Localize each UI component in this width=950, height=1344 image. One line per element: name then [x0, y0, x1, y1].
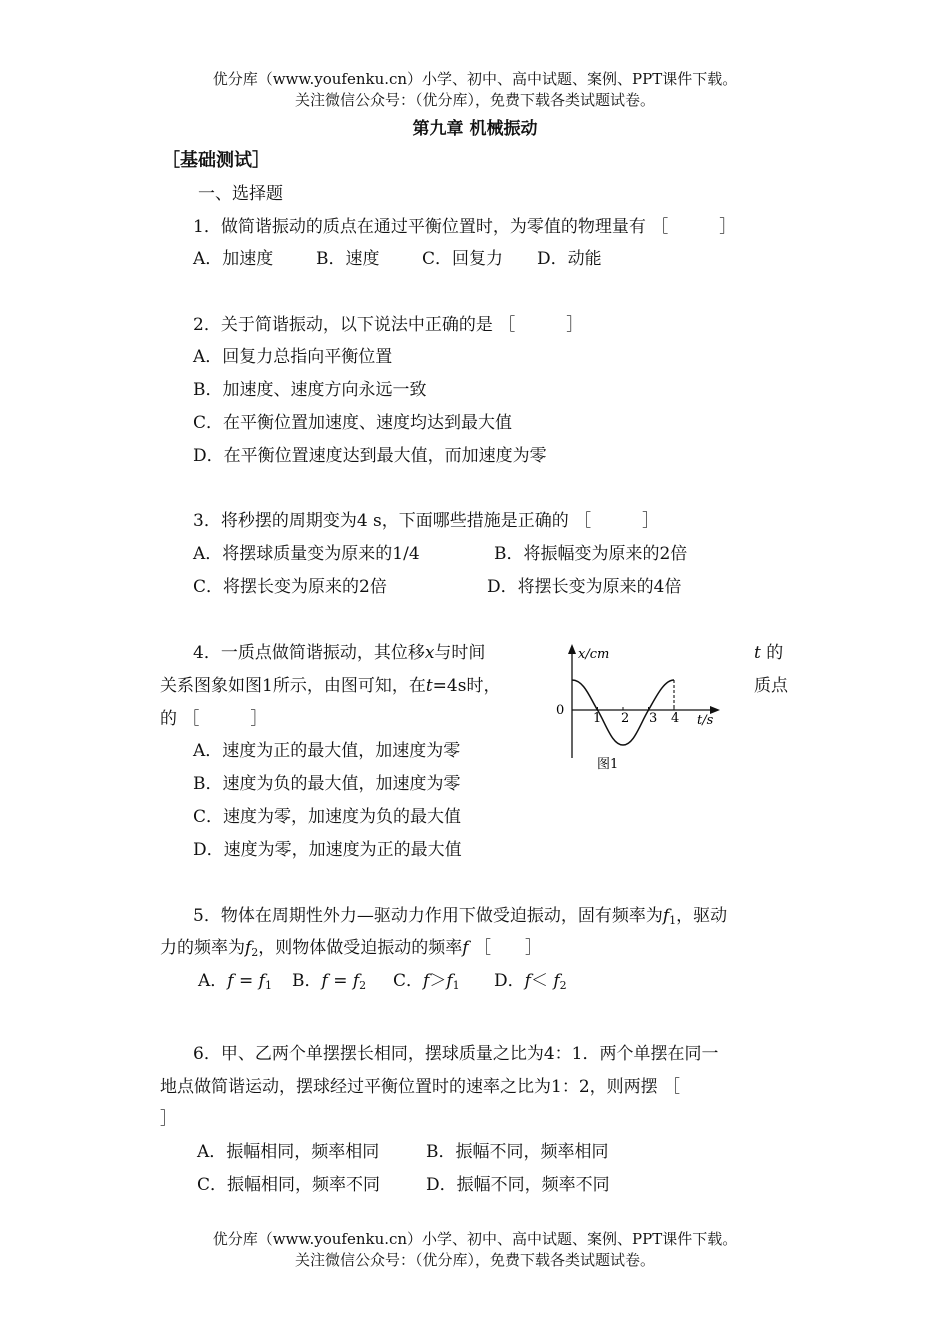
figure-1-graph	[548, 640, 728, 780]
x-tick-label-3: 3	[649, 711, 658, 726]
q4-line-3: 的 ［ ］	[160, 709, 268, 729]
header-line-1: 优分库（www.youfenku.cn）小学、初中、高中试题、案例、PPT课件下载。	[212, 70, 738, 88]
q1-option-c: C．回复力	[422, 249, 504, 269]
q5-option-d: D．$f< f_2$	[494, 971, 567, 992]
q3-option-a: A．将摆球质量变为原来的1/4	[193, 544, 420, 564]
q6-option-c: C．振幅相同，频率不同	[197, 1175, 381, 1195]
footer-line-2: 关注微信公众号：（优分库），免费下载各类试题试卷。	[294, 1251, 655, 1269]
section-title: ［基础测试］	[162, 150, 270, 171]
q2-option-c: C．在平衡位置加速度、速度均达到最大值	[193, 413, 513, 433]
q4-line-1-end: t 的	[754, 643, 784, 663]
q5-line-1: 5．物体在周期性外力—驱动力作用下做受迫振动，固有频率为$f_1$，驱动	[193, 906, 728, 927]
q6-line-1: 6．甲、乙两个单摆摆长相同，摆球质量之比为4：1．两个单摆在同一	[193, 1044, 719, 1064]
origin-label: 0	[556, 703, 565, 718]
part-title: 一、选择题	[198, 184, 283, 204]
q6-option-a: A．振幅相同，频率相同	[197, 1142, 380, 1162]
q3-stem: 3．将秒摆的周期变为4 s，下面哪些措施是正确的 ［ ］	[193, 511, 660, 531]
q4-option-b: B．速度为负的最大值，加速度为零	[193, 774, 461, 794]
footer-line-1: 优分库（www.youfenku.cn）小学、初中、高中试题、案例、PPT课件下载。	[212, 1230, 738, 1248]
x-tick-label-1: 1	[593, 711, 602, 726]
q1-option-d: D．动能	[537, 249, 602, 269]
q1-stem: 1．做简谐振动的质点在通过平衡位置时，为零值的物理量有 ［ ］	[193, 217, 737, 237]
figure-caption: 图1	[597, 757, 619, 772]
q2-option-d: D．在平衡位置速度达到最大值，而加速度为零	[193, 446, 547, 466]
q4-line-2-end: 质点	[754, 676, 788, 696]
q2-stem: 2．关于简谐振动，以下说法中正确的是 ［ ］	[193, 315, 584, 335]
x-axis-label: t/s	[697, 713, 714, 728]
q4-line-1: 4．一质点做简谐振动，其位移x与时间	[193, 643, 486, 663]
y-axis-arrow-icon	[568, 644, 576, 654]
y-axis-label: x/cm	[578, 647, 610, 662]
q6-option-d: D．振幅不同，频率不同	[426, 1175, 610, 1195]
x-tick-label-4: 4	[671, 711, 680, 726]
x-tick-label-2: 2	[621, 711, 630, 726]
q1-option-a: A．加速度	[193, 249, 274, 269]
q4-option-c: C．速度为零，加速度为负的最大值	[193, 807, 462, 827]
q5-option-b: B．$f = f_2$	[292, 971, 367, 992]
q4-option-a: A．速度为正的最大值，加速度为零	[193, 741, 461, 761]
q1-option-b: B．速度	[316, 249, 380, 269]
q2-option-b: B．加速度、速度方向永远一致	[193, 380, 427, 400]
q5-line-2: 力的频率为$f_2$，则物体做受迫振动的频率f ［ ］	[160, 938, 542, 959]
q6-line-2: 地点做简谐运动，摆球经过平衡位置时的速率之比为1：2，则两摆 ［	[160, 1077, 681, 1097]
q5-option-a: A．$f = f_1$	[198, 971, 272, 992]
q3-option-d: D．将摆长变为原来的4倍	[487, 577, 682, 597]
q2-option-a: A．回复力总指向平衡位置	[193, 347, 393, 367]
q5-option-c: C．$f>f_1$	[393, 971, 460, 992]
q4-option-d: D．速度为零，加速度为正的最大值	[193, 840, 462, 860]
chapter-title: 第九章 机械振动	[412, 119, 538, 139]
q3-option-c: C．将摆长变为原来的2倍	[193, 577, 387, 597]
q4-line-2: 关系图象如图1所示，由图可知，在t=4s时，	[160, 676, 501, 696]
q6-line-3: ］	[160, 1109, 177, 1129]
header-line-2: 关注微信公众号：（优分库），免费下载各类试题试卷。	[294, 91, 655, 109]
q3-option-b: B．将振幅变为原来的2倍	[494, 544, 688, 564]
q6-option-b: B．振幅不同，频率相同	[426, 1142, 609, 1162]
